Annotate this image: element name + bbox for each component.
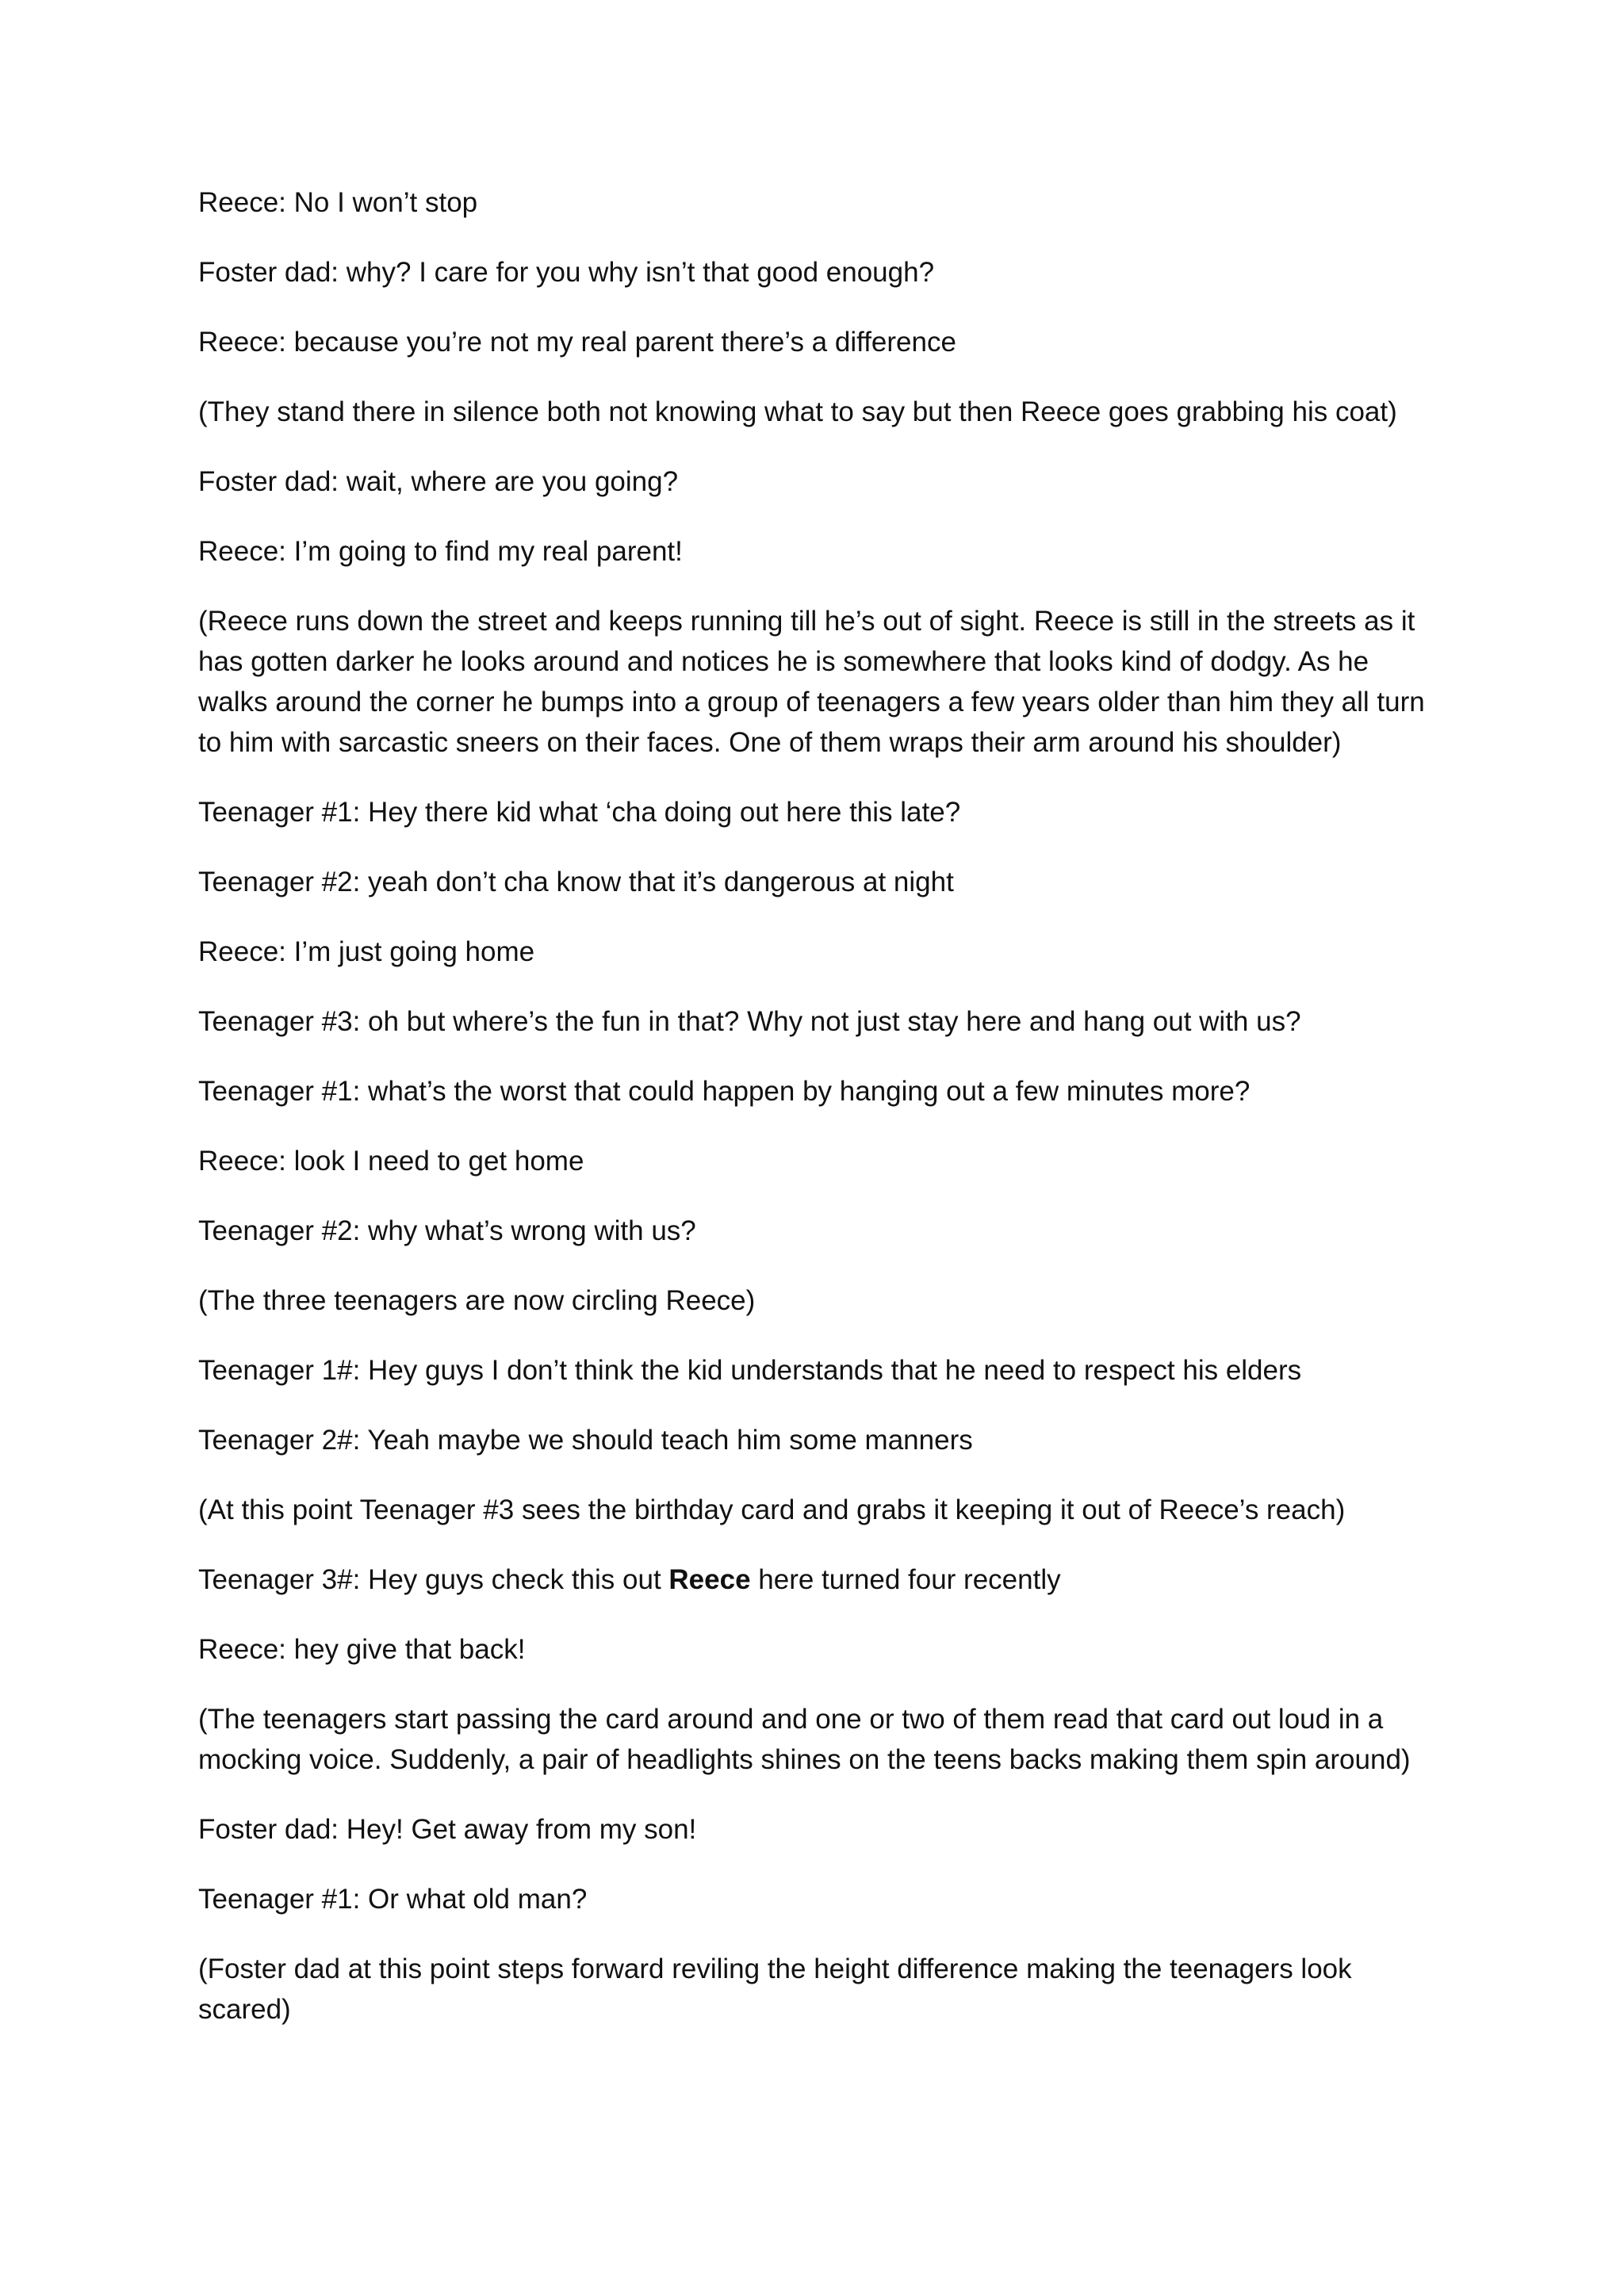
script-line-with-bold bbox=[198, 1559, 1443, 1600]
stage-direction: (The three teenagers are now circling Reece) bbox=[198, 1285, 756, 1316]
document-page bbox=[198, 182, 1443, 2059]
script-line: Teenager 1#: Hey guys I don’t think the kid understands that he need to respect his elders bbox=[198, 1355, 1302, 1386]
script-line: Foster dad: why? I care for you why isn’t that good enough? bbox=[198, 257, 935, 288]
script-line: Foster dad: wait, where are you going? bbox=[198, 466, 679, 497]
stage-direction: (The teenagers start passing the card around and one or two of them read that card out loud in a mocking voice. Suddenly, a pair of headlights shines on the teens backs making them spin around) bbox=[198, 1704, 1411, 1775]
script-line: Reece: because you’re not my real parent there’s a difference bbox=[198, 327, 956, 358]
stage-direction: (At this point Teenager #3 sees the birthday card and grabs it keeping it out of Reece’s reach) bbox=[198, 1494, 1346, 1525]
stage-direction: (They stand there in silence both not knowing what to say but then Reece goes grabbing his coat) bbox=[198, 396, 1397, 427]
line-text-after: here turned four recently bbox=[750, 1564, 1061, 1595]
script-line: Teenager #1: Or what old man? bbox=[198, 1884, 588, 1915]
script-line: Reece: No I won’t stop bbox=[198, 187, 478, 218]
script-line: Reece: I’m just going home bbox=[198, 936, 535, 967]
script-line: Teenager #1: Hey there kid what ‘cha doing out here this late? bbox=[198, 797, 961, 828]
script-line: Teenager #1: what’s the worst that could happen by hanging out a few minutes more? bbox=[198, 1076, 1251, 1107]
script-line: Teenager #3: oh but where’s the fun in that? Why not just stay here and hang out with us? bbox=[198, 1006, 1301, 1037]
bold-name: Reece bbox=[668, 1564, 751, 1595]
script-line: Reece: I’m going to find my real parent! bbox=[198, 536, 683, 567]
script-line: Reece: hey give that back! bbox=[198, 1634, 526, 1665]
stage-direction: (Reece runs down the street and keeps running till he’s out of sight. Reece is still in the streets as it has gotten darker he looks around and notices he is somewhere that looks kind of dodgy. As he walks around the corner he bumps into a group of teenagers a few years older than him they all turn to him with sarcastic sneers on their faces. One of them wraps their arm around his shoulder) bbox=[198, 606, 1425, 758]
script-line: Teenager #2: yeah don’t cha know that it’s dangerous at night bbox=[198, 867, 954, 897]
stage-direction: (Foster dad at this point steps forward reviling the height difference making the teenagers look scared) bbox=[198, 1954, 1352, 2025]
line-text-before: Teenager 3#: Hey guys check this out bbox=[198, 1564, 669, 1595]
script-line: Reece: look I need to get home bbox=[198, 1146, 584, 1177]
script-line: Teenager 2#: Yeah maybe we should teach him some manners bbox=[198, 1425, 973, 1456]
script-line: Teenager #2: why what’s wrong with us? bbox=[198, 1215, 696, 1246]
script-line: Foster dad: Hey! Get away from my son! bbox=[198, 1814, 697, 1845]
